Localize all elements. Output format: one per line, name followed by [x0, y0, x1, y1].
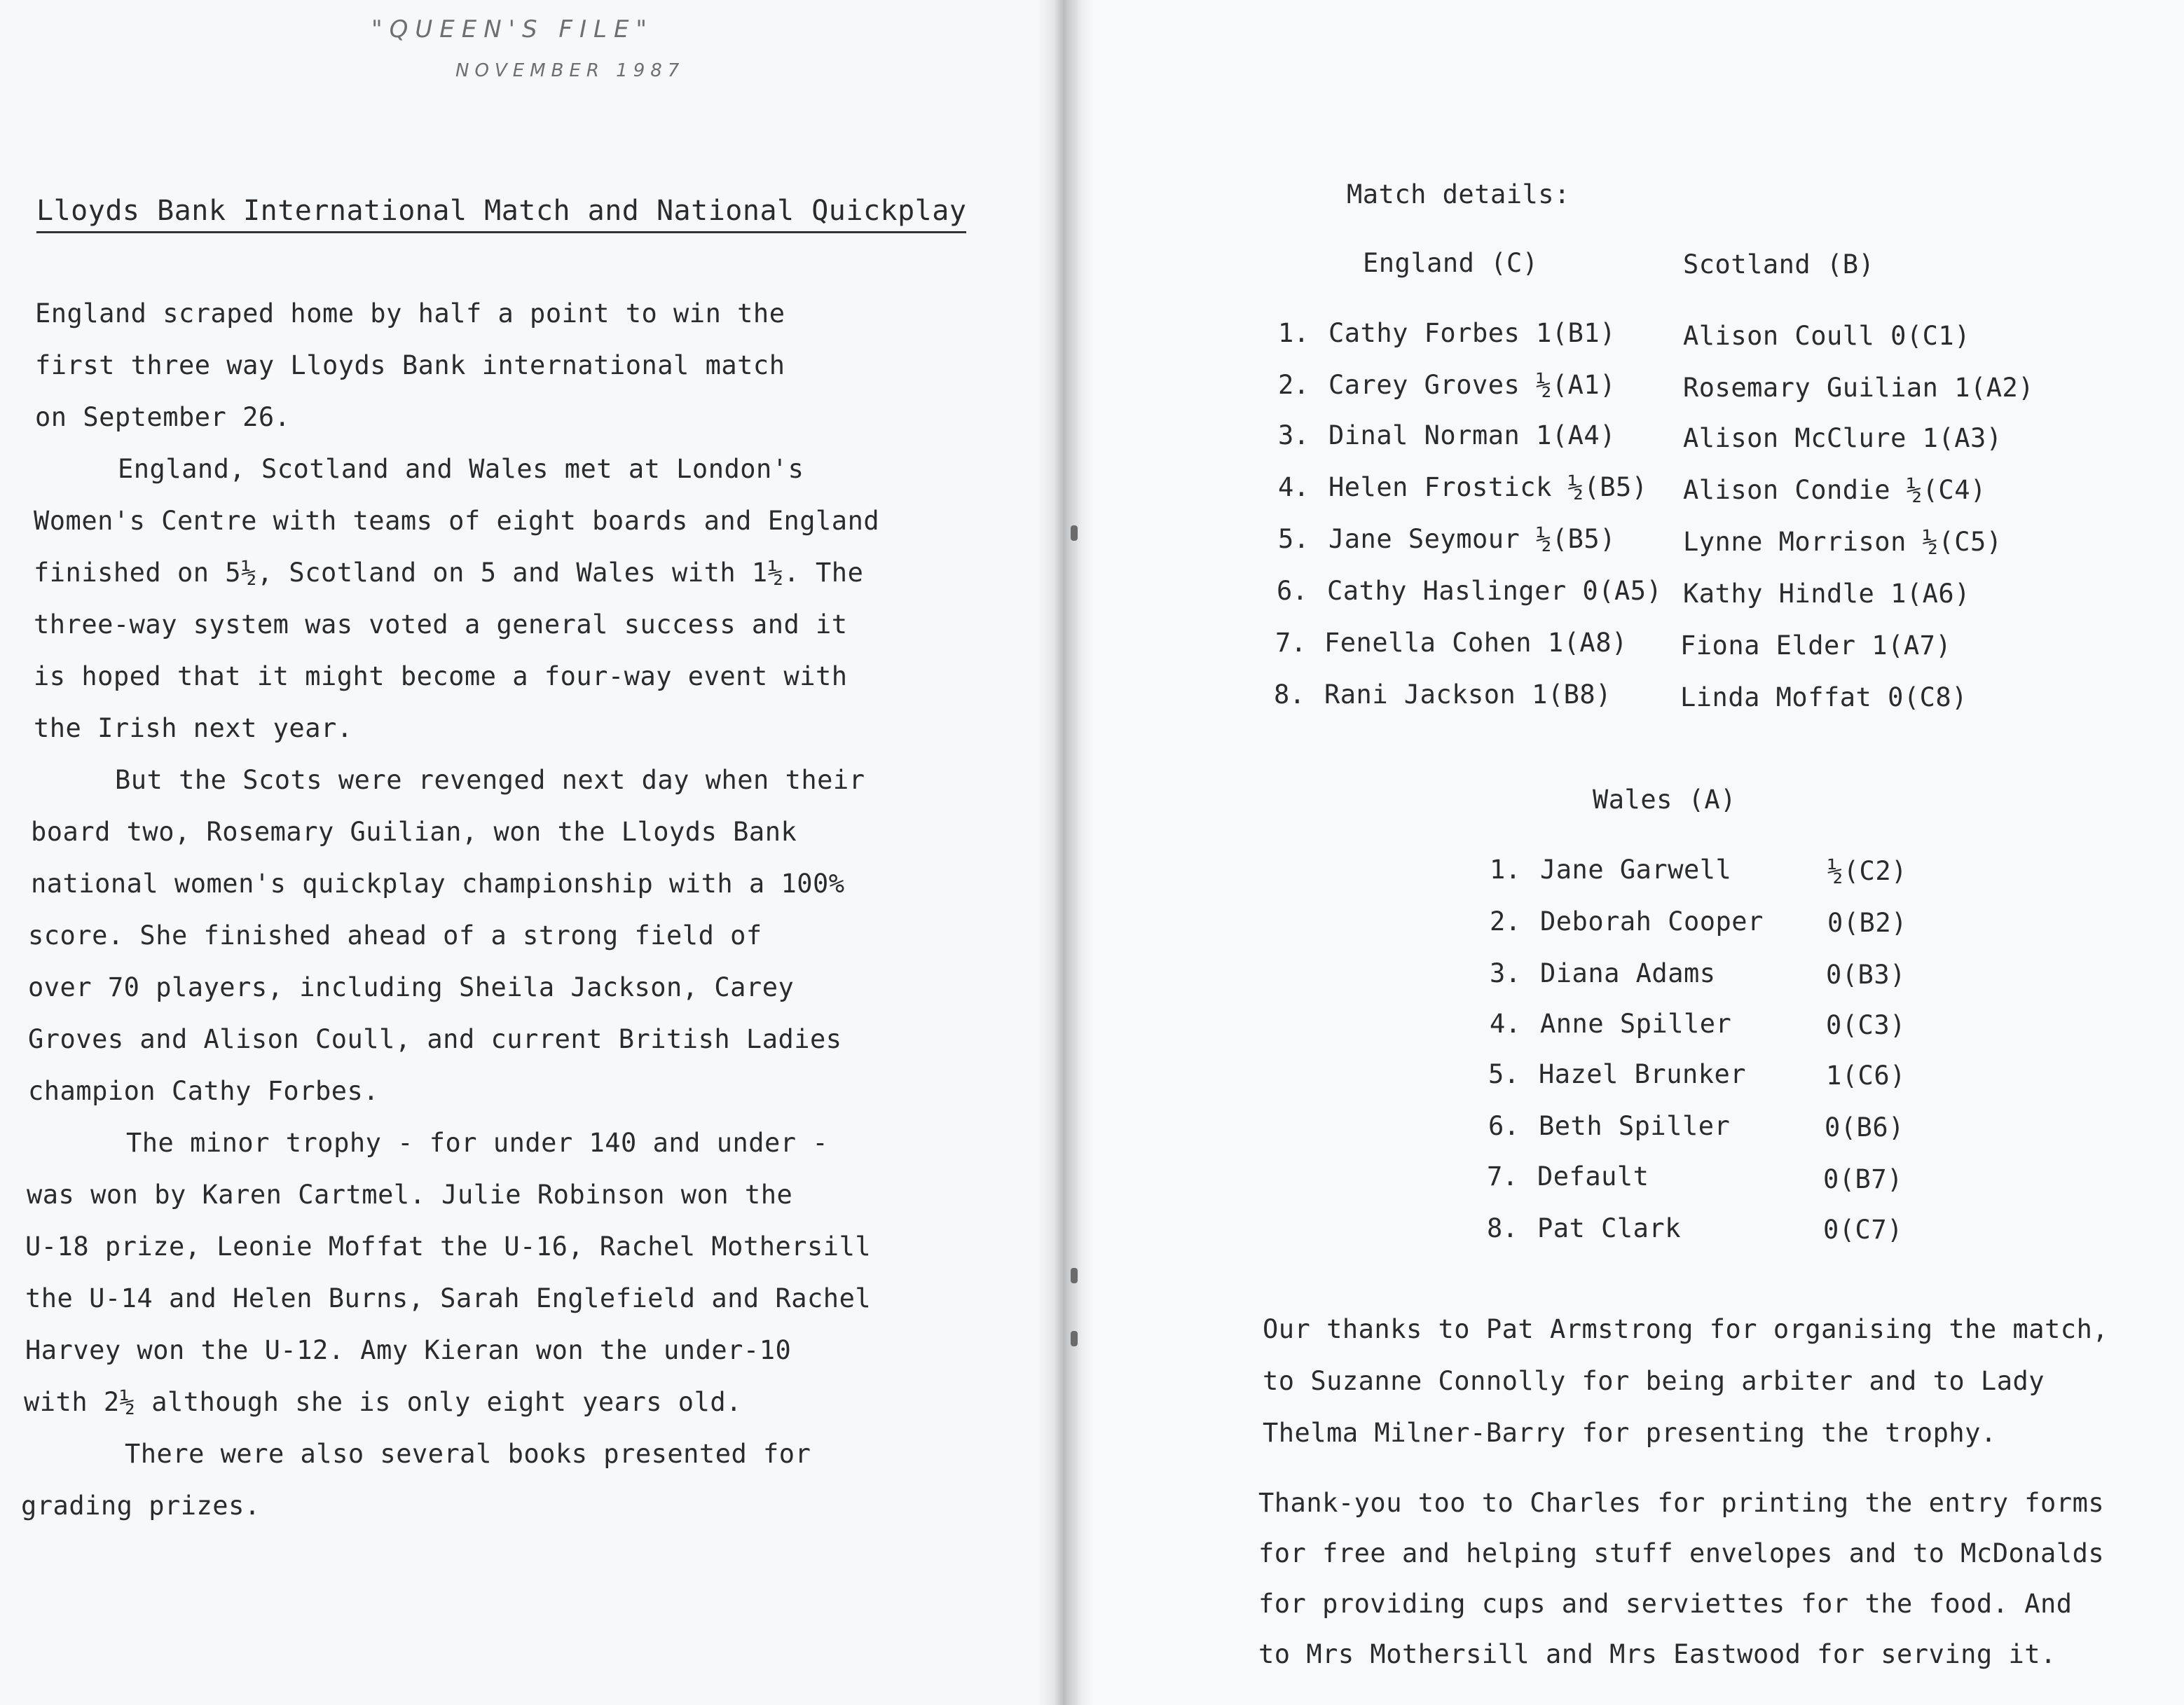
article-line: the U-14 and Helen Burns, Sarah Englefield and Rachel: [25, 1283, 872, 1313]
england-player: Dinal Norman 1(A4): [1328, 420, 1616, 450]
england-board-number: 5.: [1278, 524, 1310, 554]
england-board-number: 7.: [1275, 628, 1307, 658]
article-line: board two, Rosemary Guilian, won the Lloyds Bank: [31, 817, 797, 847]
thanks-line: Thelma Milner-Barry for presenting the trophy.: [1263, 1418, 1997, 1448]
england-player: Rani Jackson 1(B8): [1324, 679, 1612, 710]
wales-player: Anne Spiller: [1540, 1009, 1732, 1039]
thanks-line: Our thanks to Pat Armstrong for organising the match,: [1263, 1314, 2109, 1344]
wales-player: Default: [1537, 1161, 1649, 1192]
scotland-player: Alison McClure 1(A3): [1683, 423, 2003, 453]
article-line: finished on 5½, Scotland on 5 and Wales with 1½. The: [34, 558, 864, 588]
article-line: on September 26.: [35, 402, 291, 432]
thanks-line: for providing cups and serviettes for the food. And: [1258, 1589, 2073, 1619]
wales-player: Hazel Brunker: [1539, 1059, 1747, 1089]
wales-player: Beth Spiller: [1539, 1111, 1731, 1141]
england-player: Carey Groves ½(A1): [1328, 370, 1616, 400]
article-line: first three way Lloyds Bank international match: [35, 350, 785, 380]
article-line: over 70 players, including Sheila Jackson, Carey: [28, 972, 795, 1002]
article-line: Groves and Alison Coull, and current British Ladies: [28, 1024, 842, 1054]
wales-board-number: 7.: [1487, 1161, 1518, 1192]
wales-score: 0(B6): [1825, 1112, 1904, 1143]
england-player: Cathy Haslinger 0(A5): [1327, 576, 1663, 606]
wales-score: 1(C6): [1826, 1061, 1906, 1091]
wales-board-number: 4.: [1490, 1009, 1521, 1039]
wales-header: Wales (A): [1593, 785, 1736, 815]
left-page: [0, 0, 1037, 1705]
article-line: was won by Karen Cartmel. Julie Robinson won the: [27, 1180, 793, 1210]
handwritten-file-label: "QUEEN'S FILE": [371, 15, 654, 43]
wales-score: 0(B2): [1827, 908, 1907, 938]
article-line: national women's quickplay championship with a 100%: [31, 869, 845, 899]
wales-player: Deborah Cooper: [1540, 906, 1764, 937]
england-board-number: 8.: [1274, 679, 1305, 710]
scotland-player: Linda Moffat 0(C8): [1680, 682, 1967, 712]
england-player: Cathy Forbes 1(B1): [1328, 318, 1616, 348]
article-line: score. She finished ahead of a strong field of: [28, 920, 762, 951]
binding-mark: [1071, 1331, 1078, 1346]
wales-player: Pat Clark: [1537, 1213, 1681, 1243]
article-line: with 2½ although she is only eight years old.: [24, 1387, 742, 1417]
article-line: grading prizes.: [21, 1491, 261, 1521]
england-board-number: 4.: [1278, 472, 1310, 502]
article-line: England, Scotland and Wales met at London's: [118, 454, 804, 484]
article-line: England scraped home by half a point to win the: [35, 298, 785, 329]
wales-board-number: 2.: [1490, 906, 1521, 937]
article-line: three-way system was voted a general success and it: [34, 609, 848, 640]
scotland-header: Scotland (B): [1683, 249, 1875, 279]
wales-score: 0(B3): [1826, 960, 1906, 990]
article-headline: Lloyds Bank International Match and National Quickplay: [36, 195, 966, 233]
england-board-number: 1.: [1278, 318, 1310, 348]
binding-mark: [1071, 525, 1078, 541]
scotland-player: Lynne Morrison ½(C5): [1683, 527, 2003, 557]
england-player: Fenella Cohen 1(A8): [1324, 628, 1628, 658]
scotland-player: Alison Coull 0(C1): [1683, 321, 1970, 351]
article-line: There were also several books presented for: [125, 1439, 811, 1469]
wales-board-number: 6.: [1488, 1111, 1520, 1141]
article-line: Harvey won the U-12. Amy Kieran won the under-10: [25, 1335, 792, 1365]
article-line: Women's Centre with teams of eight boards and England: [34, 506, 880, 536]
wales-score: ½(C2): [1827, 856, 1907, 886]
thanks-line: for free and helping stuff envelopes and to McDonalds: [1258, 1538, 2105, 1568]
scotland-player: Alison Condie ½(C4): [1683, 475, 1986, 505]
scotland-player: Rosemary Guilian 1(A2): [1683, 373, 2035, 403]
england-board-number: 6.: [1277, 576, 1308, 606]
wales-score: 0(B7): [1823, 1164, 1903, 1194]
handwritten-date: NOVEMBER 1987: [455, 60, 685, 81]
binding-mark: [1071, 1268, 1078, 1283]
england-board-number: 3.: [1278, 420, 1310, 450]
wales-player: Diana Adams: [1540, 958, 1716, 988]
wales-board-number: 5.: [1488, 1059, 1520, 1089]
article-line: The minor trophy - for under 140 and under -: [126, 1128, 829, 1158]
wales-score: 0(C3): [1826, 1010, 1906, 1040]
england-player: Jane Seymour ½(B5): [1328, 524, 1616, 554]
england-header: England (C): [1363, 248, 1539, 278]
match-details-heading: Match details:: [1347, 179, 1570, 209]
wales-score: 0(C7): [1823, 1215, 1903, 1245]
england-player: Helen Frostick ½(B5): [1328, 472, 1648, 502]
wales-board-number: 8.: [1487, 1213, 1518, 1243]
article-line: champion Cathy Forbes.: [28, 1076, 380, 1106]
thanks-line: to Suzanne Connolly for being arbiter and to Lady: [1263, 1366, 2045, 1396]
scotland-player: Fiona Elder 1(A7): [1680, 630, 1952, 661]
article-line: U-18 prize, Leonie Moffat the U-16, Rachel Mothersill: [25, 1231, 872, 1262]
page-gutter: [1037, 0, 1093, 1705]
thanks-line: to Mrs Mothersill and Mrs Eastwood for serving it.: [1258, 1639, 2056, 1669]
thanks-line: Thank-you too to Charles for printing the entry forms: [1258, 1488, 2105, 1518]
england-board-number: 2.: [1278, 370, 1310, 400]
article-line: But the Scots were revenged next day when their: [115, 765, 865, 795]
scotland-player: Kathy Hindle 1(A6): [1683, 579, 1970, 609]
article-line: the Irish next year.: [34, 713, 353, 743]
wales-board-number: 1.: [1490, 855, 1521, 885]
right-page: [1093, 0, 2184, 1705]
article-line: is hoped that it might become a four-way event with: [34, 661, 848, 691]
wales-player: Jane Garwell: [1540, 855, 1732, 885]
wales-board-number: 3.: [1490, 958, 1521, 988]
